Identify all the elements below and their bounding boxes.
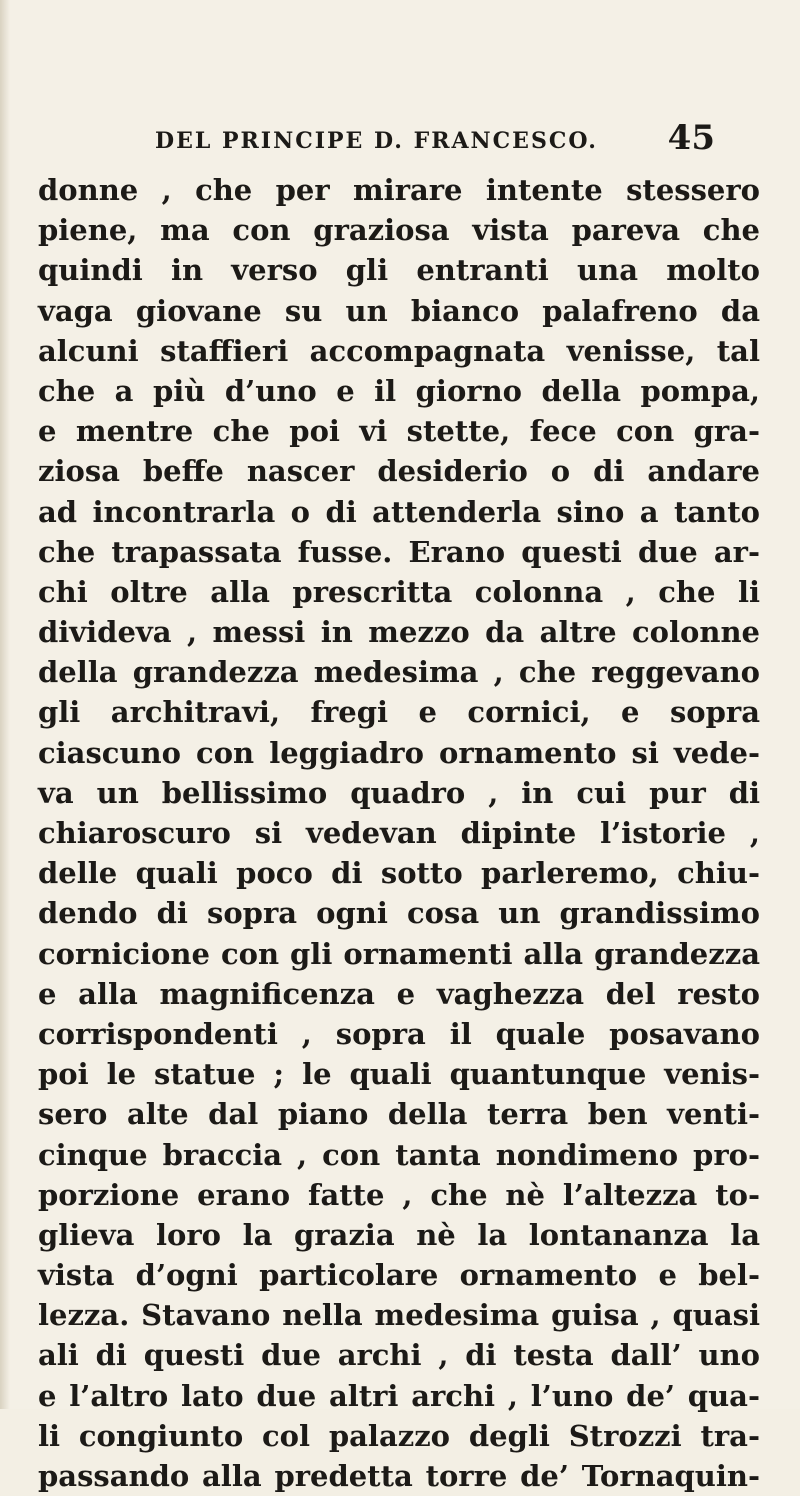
text-line: e mentre che poi vi stette, fece con gra- [38, 414, 760, 449]
text-line: delle quali poco di sotto parleremo, chiu- [38, 856, 760, 891]
text-line: che trapassata fusse. Erano questi due ar- [38, 534, 760, 569]
text-line: donne , che per mirare intente stessero [38, 173, 760, 207]
page-number: 45 [667, 118, 715, 158]
text-line: gli architravi, fregi e cornici, e sopra [38, 695, 760, 730]
text-line: e alla magnificenza e vaghezza del resto [38, 976, 760, 1011]
text-line: cinque braccia , con tanta nondimeno pro- [38, 1137, 760, 1172]
text-line: li congiunto col palazzo degli Strozzi tra- [38, 1418, 760, 1453]
text-line: dendo di sopra ogni cosa un grandissimo [38, 896, 760, 931]
text-line: va un bellissimo quadro , in cui pur di [38, 775, 760, 810]
page-header [155, 118, 715, 164]
text-line: glieva loro la grazia nè la lontananza la [38, 1217, 760, 1252]
text-line: vaga giovane su un bianco palafreno da [38, 293, 760, 328]
text-line: corrispondenti , sopra il quale posavano [38, 1016, 760, 1051]
text-line: sero alte dal piano della terra ben venti- [38, 1097, 760, 1132]
text-line: quindi in verso gli entranti una molto [38, 253, 760, 288]
text-line: alcuni staffieri accompagnata venisse, tal [38, 333, 760, 368]
text-line: cornicione con gli ornamenti alla grandezza [38, 936, 760, 971]
text-line: chi oltre alla prescritta colonna , che li [38, 574, 760, 609]
page-edge-shadow [0, 0, 10, 1409]
text-line: chiaroscuro si vedevan dipinte l’istorie , [38, 816, 760, 850]
text-line: piene, ma con graziosa vista pareva che [38, 213, 760, 248]
text-line: porzione erano fatte , che nè l’altezza to- [38, 1177, 760, 1212]
text-line: della grandezza medesima , che reggevano [38, 655, 760, 690]
text-line: ciascuno con leggiadro ornamento si vede- [38, 735, 760, 770]
text-line: passando alla predetta torre de’ Tornaquin- [38, 1459, 760, 1493]
text-line: e l’altro lato due altri archi , l’uno de’ qua- [38, 1378, 760, 1413]
body-text [38, 170, 760, 1496]
text-line: vista d’ogni particolare ornamento e bel- [38, 1258, 760, 1293]
text-line: ad incontrarla o di attenderla sino a tanto [38, 494, 760, 529]
text-line: ziosa beffe nascer desiderio o di andare [38, 454, 760, 489]
text-line: ali di questi due archi , di testa dall’ uno [38, 1338, 760, 1373]
text-line: divideva , messi in mezzo da altre colonne [38, 615, 760, 650]
running-head: DEL PRINCIPE D. FRANCESCO. [155, 128, 598, 154]
text-line: poi le statue ; le quali quantunque venis- [38, 1057, 760, 1092]
text-line: lezza. Stavano nella medesima guisa , quasi [38, 1298, 760, 1333]
text-line: che a più d’uno e il giorno della pompa, [38, 373, 760, 408]
